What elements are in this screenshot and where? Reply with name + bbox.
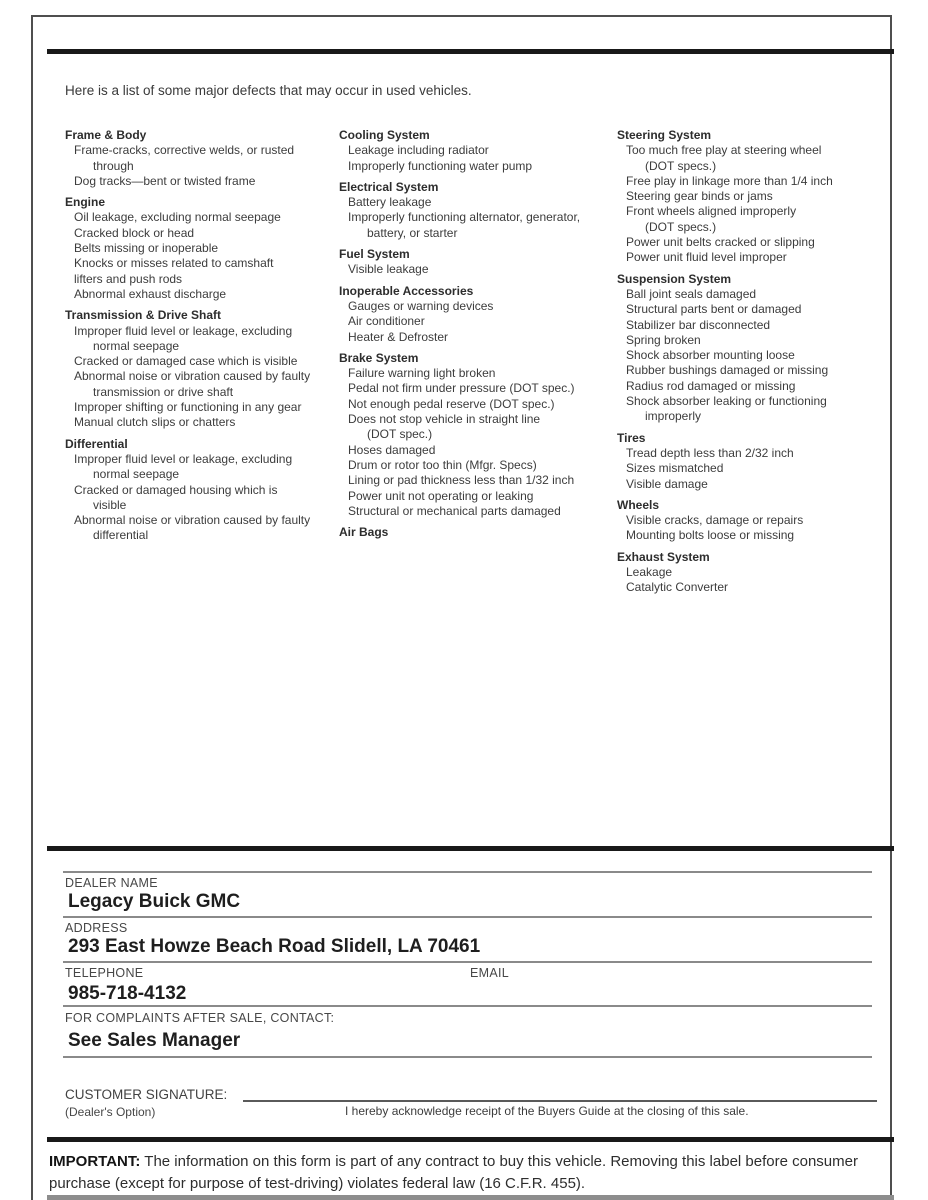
defect-item-line: lifters and push rods: [74, 271, 183, 286]
defect-item-line: visible: [93, 497, 127, 512]
defect-category-title: Air Bags: [339, 525, 389, 540]
defect-item-line: Abnormal noise or vibration caused by faulty: [74, 369, 311, 384]
defects-column-1: [65, 128, 341, 544]
defect-category-title: Differential: [65, 436, 128, 451]
defect-item-line: (DOT spec.): [367, 427, 433, 442]
telephone-value: 985-718-4132: [68, 983, 187, 1004]
defect-item-line: Power unit fluid level improper: [626, 250, 787, 265]
defect-item-line: Power unit belts cracked or slipping: [626, 235, 815, 250]
defect-item-line: Pedal not firm under pressure (DOT spec.): [348, 381, 575, 396]
form-rule: [63, 1056, 872, 1058]
defect-item-line: Improperly functioning water pump: [348, 158, 533, 173]
defect-section: [339, 351, 617, 519]
defect-item-line: Cracked or damaged housing which is: [74, 482, 278, 497]
defect-item-line: Mounting bolts loose or missing: [626, 528, 795, 543]
defect-section: [65, 128, 341, 189]
lower-divider-bar: [47, 1137, 894, 1142]
defect-item-line: Free play in linkage more than 1/4 inch: [626, 173, 833, 188]
form-rule: [63, 961, 872, 963]
defect-category-title: Engine: [65, 195, 106, 210]
defect-item-line: Leakage including radiator: [348, 143, 489, 158]
defect-item-line: battery, or starter: [367, 225, 458, 240]
defect-category-title: Exhaust System: [617, 549, 710, 564]
middle-divider-bar: [47, 846, 894, 851]
customer-signature-label: CUSTOMER SIGNATURE:: [65, 1087, 228, 1102]
defect-item-line: transmission or drive shaft: [93, 384, 234, 399]
defect-item-line: Manual clutch slips or chatters: [74, 415, 236, 430]
defect-item-line: Not enough pedal reserve (DOT spec.): [348, 396, 555, 411]
defect-item-line: Cracked block or head: [74, 225, 195, 240]
top-divider-bar: [47, 49, 894, 54]
defect-item-line: Improperly functioning alternator, generator,: [348, 210, 581, 225]
defect-item-line: Air conditioner: [348, 314, 425, 329]
defect-item-line: Ball joint seals damaged: [626, 286, 757, 301]
form-rule: [63, 1005, 872, 1007]
defect-category-title: Tires: [617, 430, 646, 445]
defect-item-line: Oil leakage, excluding normal seepage: [74, 210, 281, 225]
defect-item-line: Hoses damaged: [348, 442, 436, 457]
defect-item-line: Tread depth less than 2/32 inch: [626, 445, 794, 460]
complaints-label: FOR COMPLAINTS AFTER SALE, CONTACT:: [65, 1011, 335, 1025]
complaints-contact-value: See Sales Manager: [68, 1030, 241, 1051]
defect-category-title: Frame & Body: [65, 128, 147, 142]
defect-category-title: Brake System: [339, 350, 419, 365]
defect-category-title: Cooling System: [339, 128, 430, 142]
defect-item-line: Dog tracks—bent or twisted frame: [74, 173, 256, 188]
defect-section: [617, 550, 895, 596]
defect-item-line: Structural or mechanical parts damaged: [348, 503, 561, 518]
defect-item-line: Failure warning light broken: [348, 366, 496, 381]
defect-item-line: Battery leakage: [348, 195, 432, 210]
defect-item-line: Knocks or misses related to camshaft: [74, 256, 274, 271]
defect-item-line: Does not stop vehicle in straight line: [348, 412, 541, 427]
defect-item-line: differential: [93, 528, 149, 543]
address-value: 293 East Howze Beach Road Slidell, LA 70461: [68, 936, 481, 957]
defect-item-line: Improper shifting or functioning in any gear: [74, 400, 302, 415]
form-rule: [63, 871, 872, 873]
defect-item-line: Abnormal exhaust discharge: [74, 286, 227, 301]
defect-category-title: Suspension System: [617, 271, 732, 286]
defect-item-line: Visible leakage: [348, 262, 429, 277]
defect-item-line: Structural parts bent or damaged: [626, 302, 802, 317]
defect-item-line: Heater & Defroster: [348, 329, 449, 344]
defect-item-line: Rubber bushings damaged or missing: [626, 363, 829, 378]
defect-item-line: improperly: [645, 409, 702, 424]
telephone-label: TELEPHONE: [65, 966, 144, 980]
defect-item-line: Front wheels aligned improperly: [626, 204, 797, 219]
important-label: IMPORTANT:: [49, 1153, 141, 1170]
important-text: The information on this form is part of any contract to buy this vehicle. Removing this label before consumer purchase (except for purpose of test-driving) violates federal law (16 C.F.R. 455).: [49, 1153, 858, 1192]
defect-section: [339, 128, 617, 174]
defect-item-line: normal seepage: [93, 467, 180, 482]
defect-section: [339, 284, 617, 345]
defect-item-line: Steering gear binds or jams: [626, 189, 773, 204]
dealer-name-label: DEALER NAME: [65, 876, 158, 890]
address-label: ADDRESS: [65, 921, 128, 935]
defect-item-line: through: [93, 158, 134, 173]
bottom-edge-bar: [47, 1195, 894, 1200]
defect-item-line: Drum or rotor too thin (Mfgr. Specs): [348, 457, 537, 472]
defect-item-line: Too much free play at steering wheel: [626, 143, 822, 158]
defects-column-3: [617, 128, 895, 596]
defect-item-line: Gauges or warning devices: [348, 298, 494, 313]
defect-item-line: Shock absorber mounting loose: [626, 348, 795, 363]
defect-category-title: Fuel System: [339, 247, 410, 262]
defect-item-line: Sizes mismatched: [626, 461, 724, 476]
defect-item-line: Cracked or damaged case which is visible: [74, 354, 298, 369]
defect-section: [339, 525, 617, 540]
defect-item-line: Stabilizer bar disconnected: [626, 317, 771, 332]
defect-section: [617, 128, 895, 266]
defect-item-line: Visible cracks, damage or repairs: [626, 513, 804, 528]
form-rule: [63, 916, 872, 918]
customer-signature-line: [243, 1082, 877, 1102]
defect-section: [617, 498, 895, 544]
defect-category-title: Steering System: [617, 128, 712, 142]
defect-item-line: Belts missing or inoperable: [74, 241, 219, 256]
defect-item-line: Catalytic Converter: [626, 580, 729, 595]
email-label: EMAIL: [470, 966, 510, 980]
defect-item-line: (DOT specs.): [645, 219, 717, 234]
defect-item-line: Frame-cracks, corrective welds, or rusted: [74, 143, 295, 158]
defect-item-line: (DOT specs.): [645, 158, 717, 173]
defect-category-title: Transmission & Drive Shaft: [65, 308, 222, 323]
important-notice: [49, 1151, 871, 1194]
defect-section: [65, 437, 341, 544]
defects-intro-text: Here is a list of some major defects that may occur in used vehicles.: [65, 83, 472, 98]
defect-section: [65, 195, 341, 302]
dealers-option-note: (Dealer's Option): [65, 1105, 156, 1119]
defects-column-2: [339, 128, 617, 540]
defect-item-line: Power unit not operating or leaking: [348, 488, 534, 503]
defect-item-line: Leakage: [626, 565, 673, 580]
defect-item-line: Improper fluid level or leakage, excluding: [74, 451, 293, 466]
defect-item-line: Radius rod damaged or missing: [626, 378, 796, 393]
defect-section: [339, 247, 617, 278]
defect-item-line: Visible damage: [626, 476, 708, 491]
defect-category-title: Electrical System: [339, 179, 439, 194]
defect-item-line: Lining or pad thickness less than 1/32 inch: [348, 473, 575, 488]
defect-item-line: Shock absorber leaking or functioning: [626, 394, 827, 409]
defect-section: [339, 180, 617, 241]
defect-section: [617, 272, 895, 425]
defect-category-title: Inoperable Accessories: [339, 283, 474, 298]
defect-item-line: Abnormal noise or vibration caused by faulty: [74, 513, 311, 528]
defect-category-title: Wheels: [617, 497, 660, 512]
defect-section: [65, 308, 341, 430]
defect-item-line: normal seepage: [93, 338, 180, 353]
acknowledgment-text: I hereby acknowledge receipt of the Buyers Guide at the closing of this sale.: [345, 1104, 749, 1118]
defect-item-line: Improper fluid level or leakage, excluding: [74, 323, 293, 338]
defect-item-line: Spring broken: [626, 332, 701, 347]
dealer-name-value: Legacy Buick GMC: [68, 891, 241, 912]
defect-section: [617, 431, 895, 492]
